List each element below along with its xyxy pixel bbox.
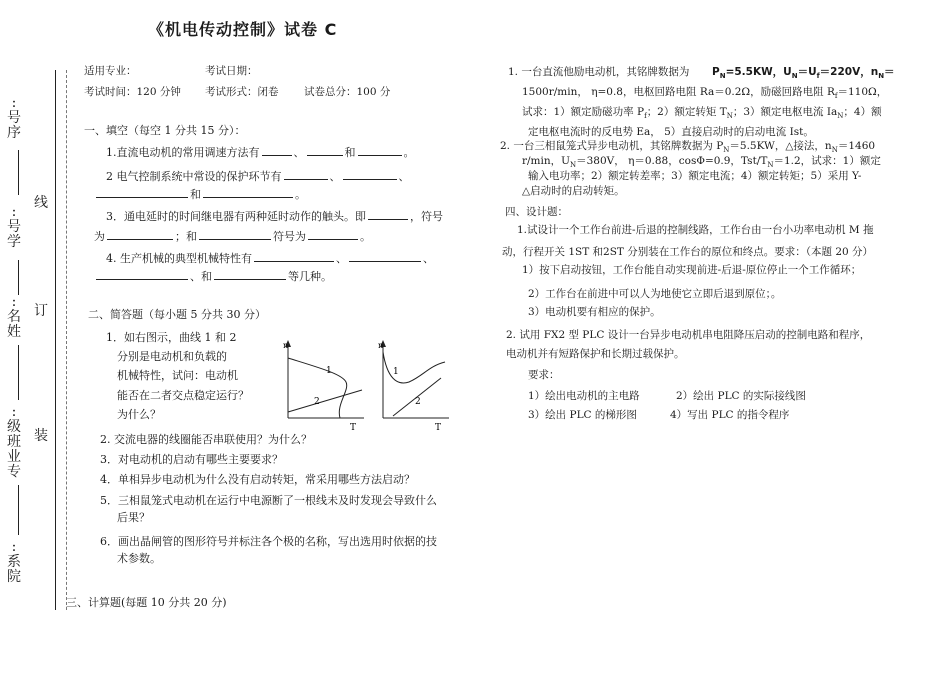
calc-q2-line2: r/min，$U_N=380V$， η＝0.88，cosΦ=0.9，Tst/$T_N=1.2$，试求：1）额定 xyxy=(522,155,881,170)
fill-q1: 1.直流电动机的常用调速方法有 、 和 。 xyxy=(106,146,415,159)
fill-q4: 4. 生产机械的典型机械特性有 、 、 xyxy=(106,252,434,265)
header-major: 适用专业： xyxy=(84,65,137,77)
short-q1-line1: 1．如右图示，曲线 1 和 2 xyxy=(106,331,237,344)
short-q6-line1: 6．画出晶闸管的图形符号并标注各个极的名称，写出选用时依据的技 xyxy=(100,535,437,548)
calc-q1-line1b: $P_N=5.5KW$，$U_N=U_f=220V$，$n_N=$ xyxy=(712,66,895,81)
design-q1-line2: 动，行程开关 1ST 和2ST 分别装在工作台的原位和终点。要求：（本题 20 分） xyxy=(502,246,874,258)
short-q4: 4．单相异步电动机为什么没有启动转矩，常采用哪些方法启动？ xyxy=(100,473,415,486)
roll-no-label: :号学 xyxy=(7,204,21,250)
design-q2-req3: 3）绘出 PLC 的梯形图 xyxy=(528,409,637,421)
design-q1-line1: 1.试设计一个工作台前进-后退的控制线路，工作台由一台小功率电动机 M 拖 xyxy=(517,224,874,236)
class-major-label: :级班业专 xyxy=(7,404,21,480)
section2-heading: 二、简答题（每小题 5 分共 30 分） xyxy=(88,308,266,321)
short-q1-line2: 分别是电动机和负载的 xyxy=(117,350,227,363)
design-q2-req4: 4）写出 PLC 的指令程序 xyxy=(670,409,790,421)
cut-mark-ding: 订 xyxy=(34,303,48,319)
design-q2-req-label: 要求： xyxy=(528,369,560,381)
section3-heading: 三、计算题(每题 10 分共 20 分) xyxy=(66,596,227,609)
header-time: 考试时间：120 分钟 xyxy=(84,86,181,98)
calc-q2-line3: 输入电功率；2）额定转差率；3）额定电流；4）额定转矩；5）采用 Y- xyxy=(528,170,862,182)
short-q3: 3．对电动机的启动有哪些主要要求？ xyxy=(100,453,283,466)
short-q5-line2: 后果？ xyxy=(117,511,150,524)
label-curve-2: 2 xyxy=(415,397,421,407)
section4-heading: 四、设计题： xyxy=(505,206,568,218)
page-title: 《机电传动控制》试卷 C xyxy=(148,20,338,39)
department-label: :系院 xyxy=(7,539,21,585)
calc-q1-line1: 1. 一台直流他励电动机，其铭牌数据为 xyxy=(508,66,690,78)
fill-q3-cont: 为 ；和 符号为 。 xyxy=(94,230,371,243)
calc-q2-line4: △启动时的启动转矩。 xyxy=(522,185,625,197)
label-t: T xyxy=(350,423,357,430)
fill-q4-cont: 、和 等几种。 xyxy=(94,268,332,284)
binding-rule xyxy=(18,150,19,195)
section1-heading: 一、填空（每空 1 分共 15 分）： xyxy=(84,124,246,137)
calc-q1-line3: 试求：1）额定励磁功率 $P_f$；2）额定转矩 $T_N$；3）额定电枢电流 $Ia_N$；4）额 xyxy=(522,106,882,121)
binding-rule xyxy=(18,345,19,400)
short-q6-line2: 术参数。 xyxy=(117,552,161,565)
label-n: n xyxy=(378,341,384,350)
calc-q2-line1: 2. 一台三相鼠笼式异步电动机，其铭牌数据为 $P_N=5.5KW$，△接法，$n_N=1460$ xyxy=(500,140,876,155)
short-q1-line3: 机械特性，试问：电动机 xyxy=(117,369,238,382)
cut-dashed-line xyxy=(66,70,67,610)
student-id-label: :号序 xyxy=(7,95,21,141)
design-q2-req1: 1）绘出电动机的主电路 xyxy=(528,390,640,402)
short-q2: 2. 交流电器的线圈能否串联使用？为什么？ xyxy=(100,433,312,446)
graph-motor-load-right xyxy=(375,338,455,430)
calc-q1-line4: 定电枢电流时的反电势 Ea， 5）直接启动时的启动电流 Ist。 xyxy=(528,126,814,138)
label-curve-1: 1 xyxy=(393,367,399,377)
fill-q2-cont: 和 。 xyxy=(94,186,306,202)
header-date: 考试日期： xyxy=(205,65,258,77)
label-curve-2: 2 xyxy=(314,397,320,407)
binding-rule xyxy=(18,260,19,295)
header-form: 考试形式：闭卷 xyxy=(205,86,279,98)
design-q2-line1: 2. 试用 FX2 型 PLC 设计一台异步电动机串电阻降压启动的控制电路和程序， xyxy=(506,329,871,341)
fill-q3: 3．通电延时的时间继电器有两种延时动作的触头。即 ，符号 xyxy=(106,210,443,223)
short-q1-line4: 能否在二者交点稳定运行？ xyxy=(117,389,249,402)
name-label: :名姓 xyxy=(7,294,21,340)
label-t: T xyxy=(435,423,442,430)
fill-q2: 2 电气控制系统中常设的保护环节有 、 、 xyxy=(106,170,410,183)
cut-mark-xian: 线 xyxy=(34,195,48,211)
label-n: n xyxy=(283,341,289,350)
label-curve-1: 1 xyxy=(326,366,332,376)
design-q2-line2: 电动机并有短路保护和长期过载保护。 xyxy=(506,348,685,360)
curve-2 xyxy=(288,390,362,412)
short-q5-line1: 5．三相鼠笼式电动机在运行中电源断了一根线未及时发现会导致什么 xyxy=(100,494,437,507)
design-q1-req1: 1）按下启动按钮，工作台能自动实现前进-后退-原位停止一个工作循环； xyxy=(522,264,862,276)
cut-mark-zhuang: 装 xyxy=(34,428,48,444)
graph-motor-load-left xyxy=(280,338,370,430)
design-q1-req2: 2）工作台在前进中可以人为地使它立即后退到原位；。 xyxy=(528,288,782,300)
binding-line xyxy=(55,70,56,610)
calc-q1-line2: 1500r/min， η=0.8，电枢回路电阻 Ra＝0.2Ω，励磁回路电阻 $R_f=110\Omega$， xyxy=(522,86,888,101)
header-total: 试卷总分：100 分 xyxy=(304,86,391,98)
short-q1-line5: 为什么？ xyxy=(117,408,161,421)
design-q1-req3: 3）电动机要有相应的保护。 xyxy=(528,306,661,318)
design-q2-req2: 2）绘出 PLC 的实际接线图 xyxy=(676,390,806,402)
binding-rule xyxy=(18,485,19,535)
